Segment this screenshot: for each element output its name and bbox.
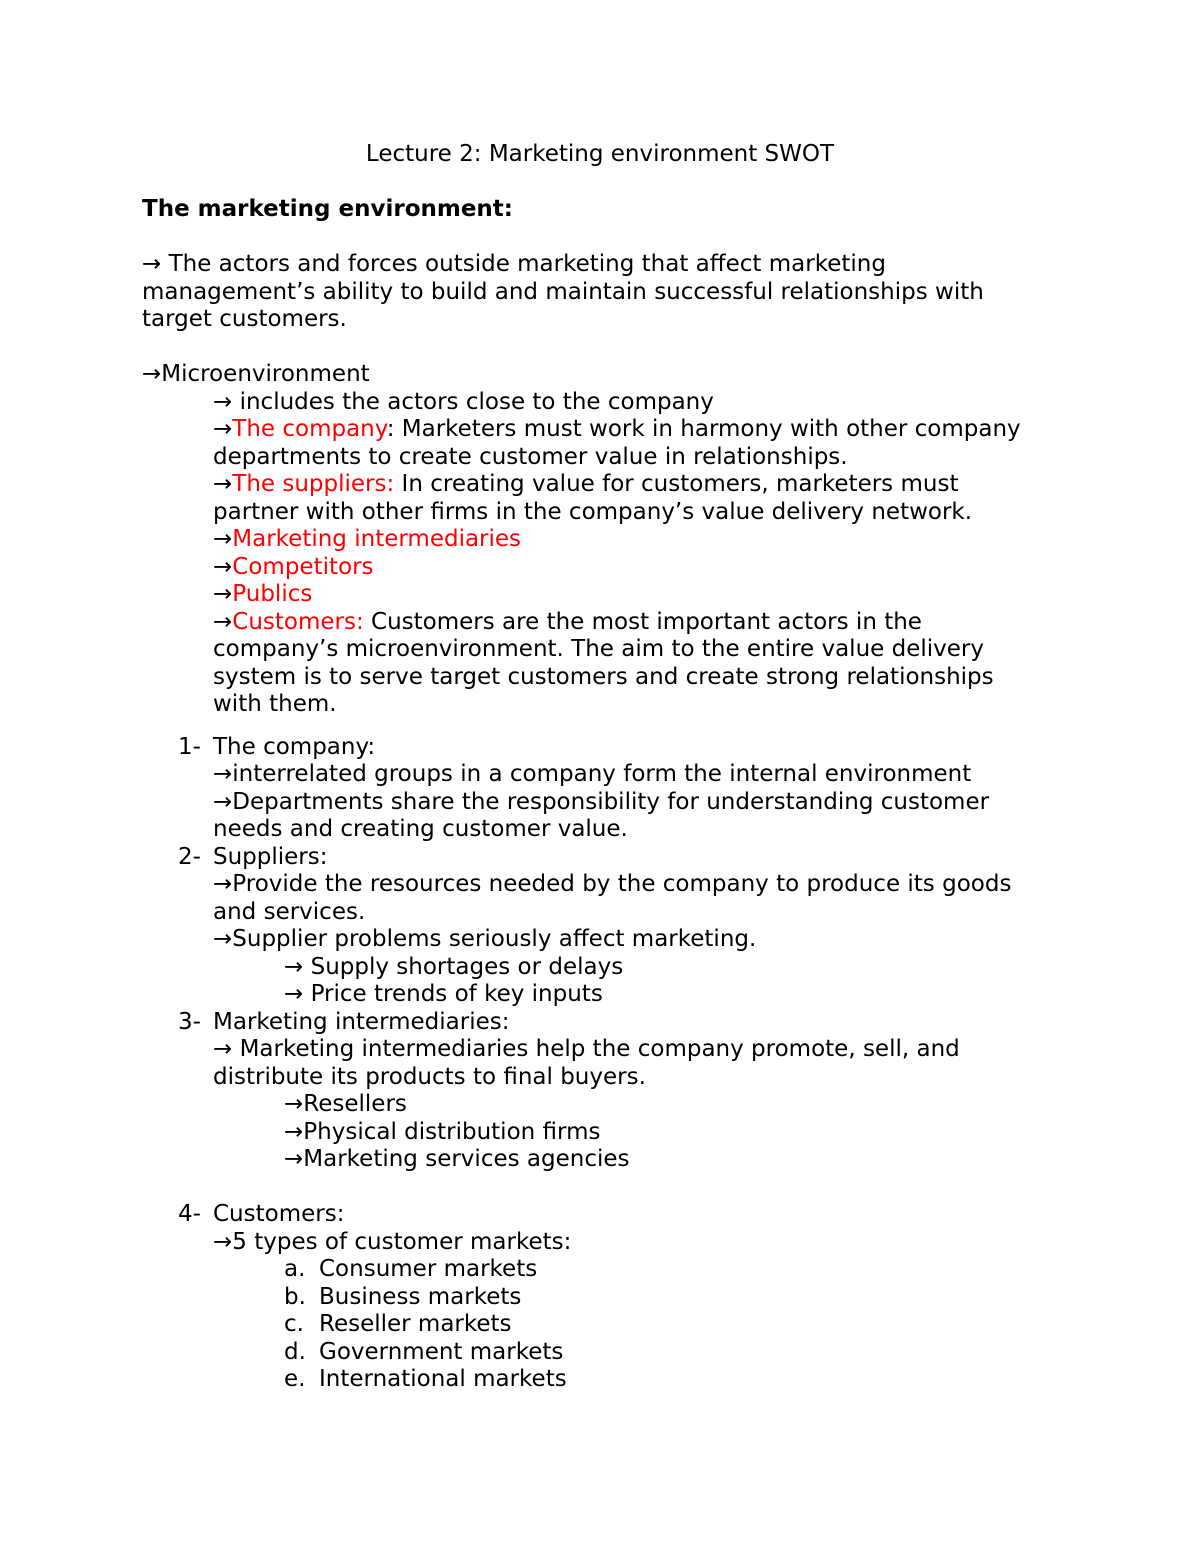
micro-includes: → includes the actors close to the company bbox=[213, 388, 714, 415]
list-bullet-cont: distribute its products to final buyers. bbox=[213, 1063, 646, 1090]
list-bullet-cont: and services. bbox=[213, 898, 366, 925]
micro-company: →The company: Marketers must work in harmony with other company bbox=[213, 416, 1021, 442]
arrow-icon: → bbox=[213, 471, 233, 497]
micro-customers-cont: with them. bbox=[213, 691, 337, 717]
arrow-icon: → bbox=[213, 608, 233, 635]
micro-title: →Microenvironment bbox=[142, 361, 370, 387]
arrow-icon: → bbox=[284, 1118, 304, 1145]
micro-company-cont: departments to create customer value in relationships. bbox=[213, 443, 848, 470]
list-number: 3- bbox=[178, 1008, 201, 1035]
list-bullet: → Marketing intermediaries help the company promote, sell, and bbox=[213, 1036, 960, 1062]
micro-company-label: The company bbox=[232, 416, 387, 442]
arrow-icon: → bbox=[284, 981, 304, 1007]
list-sub-bullet: →Resellers bbox=[284, 1091, 407, 1117]
market-item: d. Government markets bbox=[284, 1338, 564, 1365]
micro-intermediaries: →Marketing intermediaries bbox=[213, 526, 522, 552]
market-item: b. Business markets bbox=[284, 1283, 522, 1310]
list-item-customers: 4- Customers: bbox=[178, 1201, 345, 1227]
arrow-icon: → bbox=[284, 1146, 304, 1172]
market-label: c. bbox=[284, 1311, 304, 1337]
arrow-icon: → bbox=[284, 953, 304, 980]
list-item-intermediaries: 3- Marketing intermediaries: bbox=[178, 1008, 510, 1035]
market-label: b. bbox=[284, 1283, 306, 1310]
arrow-icon: → bbox=[213, 416, 233, 442]
arrow-icon: → bbox=[213, 788, 233, 815]
list-sub-bullet: → Price trends of key inputs bbox=[284, 981, 603, 1007]
arrow-icon: → bbox=[213, 871, 233, 897]
market-label: a. bbox=[284, 1256, 306, 1282]
arrow-icon: → bbox=[213, 926, 233, 952]
micro-customers-label: Customers: bbox=[232, 608, 364, 635]
arrow-icon: → bbox=[213, 1036, 233, 1062]
market-label: e. bbox=[284, 1366, 306, 1392]
arrow-icon: → bbox=[284, 1091, 304, 1117]
micro-competitors: →Competitors bbox=[213, 553, 374, 580]
market-item: c. Reseller markets bbox=[284, 1311, 512, 1337]
list-bullet: →Supplier problems seriously affect marketing. bbox=[213, 926, 757, 952]
micro-customers: →Customers: Customers are the most important actors in the bbox=[213, 608, 922, 635]
arrow-icon: → bbox=[213, 581, 233, 607]
micro-suppliers: →The suppliers: In creating value for customers, marketers must bbox=[213, 471, 959, 497]
arrow-icon: → bbox=[213, 1228, 233, 1255]
definition-line: management’s ability to build and maintain successful relationships with bbox=[142, 278, 984, 305]
list-bullet: →Departments share the responsibility for understanding customer bbox=[213, 788, 990, 815]
list-item-company: 1- The company: bbox=[178, 733, 376, 760]
list-sub-bullet: → Supply shortages or delays bbox=[284, 953, 624, 980]
list-sub-bullet: →Marketing services agencies bbox=[284, 1146, 630, 1172]
document-title: Lecture 2: Marketing environment SWOT bbox=[365, 141, 835, 167]
arrow-icon: → bbox=[213, 388, 233, 415]
market-item: e. International markets bbox=[284, 1366, 567, 1392]
section-heading: The marketing environment: bbox=[142, 196, 513, 222]
market-item: a. Consumer markets bbox=[284, 1256, 538, 1282]
definition-line: → The actors and forces outside marketing that affect marketing bbox=[142, 251, 886, 277]
list-bullet: →Provide the resources needed by the company to produce its goods bbox=[213, 871, 1012, 897]
arrow-icon: → bbox=[213, 526, 233, 552]
micro-customers-cont: company’s microenvironment. The aim to the entire value delivery bbox=[213, 636, 984, 662]
list-bullet: →5 types of customer markets: bbox=[213, 1228, 572, 1255]
arrow-icon: → bbox=[142, 361, 162, 387]
arrow-icon: → bbox=[142, 251, 162, 277]
arrow-icon: → bbox=[213, 761, 233, 787]
list-number: 1- bbox=[178, 733, 201, 760]
list-number: 2- bbox=[178, 843, 201, 870]
micro-suppliers-label: The suppliers: bbox=[232, 471, 395, 497]
market-label: d. bbox=[284, 1338, 306, 1365]
list-number: 4- bbox=[178, 1201, 201, 1227]
list-bullet: →interrelated groups in a company form the internal environment bbox=[213, 761, 972, 787]
micro-customers-cont: system is to serve target customers and create strong relationships bbox=[213, 663, 994, 690]
document-page bbox=[142, 141, 1072, 1394]
micro-suppliers-cont: partner with other firms in the company’s value delivery network. bbox=[213, 498, 973, 525]
list-sub-bullet: →Physical distribution firms bbox=[284, 1118, 601, 1145]
definition-line: target customers. bbox=[142, 306, 347, 332]
micro-publics: →Publics bbox=[213, 581, 313, 607]
arrow-icon: → bbox=[213, 553, 233, 580]
list-bullet-cont: needs and creating customer value. bbox=[213, 816, 628, 842]
list-item-suppliers: 2- Suppliers: bbox=[178, 843, 328, 870]
